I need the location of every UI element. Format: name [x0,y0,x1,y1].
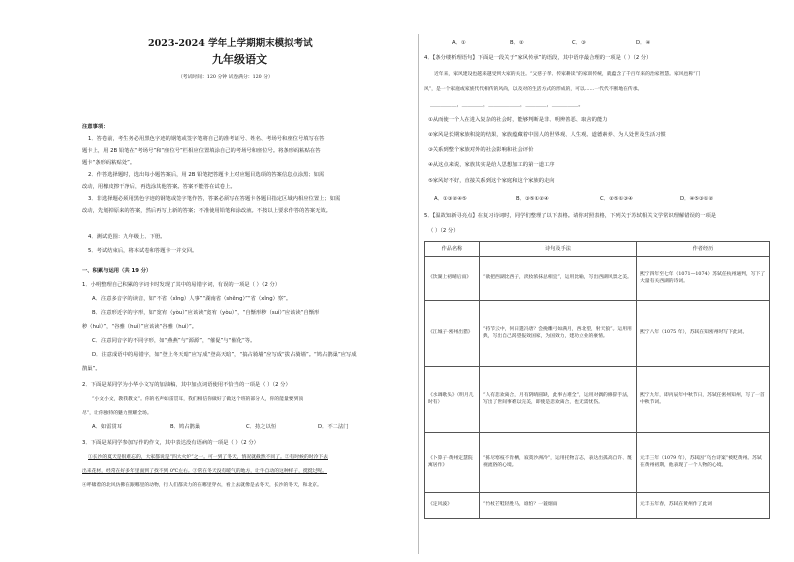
question-2-option-c: C．持之以恒 [246,424,277,430]
table-row [425,493,770,519]
notes-heading: 注意事项： [82,124,109,130]
question-2-option-a: A．如雷贯耳 [92,424,123,430]
table-cell: “拣尽寒枝不肯栖，寂寞沙洲冷”，运用托物言志，表达出孤高自许、蔑视流俗的心境。 [480,433,637,493]
table-cell: 《水调歌头》（明月几时有） [425,367,480,433]
question-1-option-b-cont: 秽（huì）”，“谷雅（huì）”应该读“谷雅（huì）”。 [82,324,198,330]
table-cell: “竹杖芒鞋轻胜马，谁怕？一蓑烟雨 [480,493,637,519]
question-1-option-d-cont: 鹊巢”。 [82,366,101,372]
table-row [425,257,770,301]
question-5-stem: 5．【温故知新寻亮点】在复习诗词时，同学们整理了以下表格。请你对照表格，下列关于苏轼相关文学常识理解错误的一项是 [424,213,717,219]
question-4-item: ②家风是长期家族积淀的结果，家族蕴藏着中国人的世界观、人生观、道德素养、为人处世及生活习惯 [428,132,666,138]
question-1-stem: 1．小明整理自己积累的字词卡时发现了其中的易错字词，有误的一项是（ ）（2 分） [82,282,281,288]
exam-info: （考试时间：120 分钟 试卷满分：120 分） [178,75,273,80]
note-line: 1．答卷前，考生务必用黑色字迹的钢笔或签字笔将自己的准考证号、姓名、考场号和座位号填写在答 [88,136,325,142]
question-4-stem: 4．【条分缕析理语句】下面是一段关于“家风传承”的语段，其中语序最合理的一项是（ ）（2 分） [424,55,652,61]
question-4-item: ④从这点来说，家族其实是给人思想加工的第一道工序 [428,162,555,168]
question-4-text-cont: 风”，是一个家庭或家族代代相传的风尚，以及对的生活方式的形成的，可以……一代代不断地在传承。 [424,87,643,92]
exam-title: 2023-2024 学年上学期期末模拟考试 [148,38,313,49]
note-line: 题卡上，用 2B 铅笔在“考场号”和“座位号”栏相应位置填涂自己的考场号和座位号。将条形码粘贴在答 [82,148,321,154]
section-heading: 一、积累与运用（共 19 分） [82,268,152,274]
question-4-blanks: ＿＿＿＿＿，＿＿＿＿，＿＿＿＿＿＿，＿＿＿＿，＿＿＿＿＿。 [430,102,584,108]
question-1-option-d: D．注意成语中的易错字，如“登上冬天暗”应写成“登高天暗”，“搞占骑墙”应写成“拔占骑墙”。“鸠占鹊巢”应写成 [92,352,357,358]
question-3-line: 出来花材，经常在好多年里面到了找不到 0℃左右。③常在冬天没有暖气的地方，让牛自动的这种样子，挺挺过呢。 [82,469,327,474]
question-4-option-d: D．④⑤③①② [680,196,714,202]
question-4-text: 近年来，家风建设也越来越受到大家的关注。“父慈子孝、传家耕读”的家训传统，就蕴含了千百年来的治家智慧。家风也称“门 [434,72,701,77]
question-2-text-cont: 尽”，让你独特的魅力照耀全场。 [82,411,152,416]
note-line: 4．测试范围：九年级上、下册。 [88,234,166,240]
question-1-option-c: C．注意同音字的不同字形，如“燕燕”与“源源”，“催促”与“催化”等。 [92,338,256,344]
note-line: 题卡“条形码粘贴处”。 [82,160,136,166]
table-cell: 《定风波》 [425,493,480,519]
note-line: 改动，用橡皮擦干净后，再选涂其他答案。答案不能答在试卷上。 [82,184,236,190]
table-header: 作者经历 [637,242,770,257]
note-line: 改动，先划掉原来的答案，然后再写上新的答案；不准使用铅笔和涂改液。不按以上要求作答的答案无效。 [82,208,331,214]
option-a: A．① [452,40,466,46]
question-3-line: ①长沙的夏天是很难忘的，大家都说是“四大火炉”之一。可一到了冬天，情况就截然不同了。②有时候的时冷下去 [88,455,328,460]
table-cell: “持节云中，何日遣冯唐？会挽雕弓如满月，西北望，射天狼”。运用用典，写出自己渴望报效国家，为国效力，建功立业的豪情。 [480,301,637,367]
question-1-option-b: B．注意形近字的字形，如“宽宥（yòu）”应该读“宽宥（yòu）”，“自惭形秽（suì）”应该读“自惭形 [92,310,320,316]
question-2-stem: 2．下面是某同学为小华小文写的加油稿，其中加点词语使用不恰当的一项是（ ）（2 分） [82,382,291,388]
table-row [425,301,770,367]
poem-table [424,241,770,519]
table-header-row [425,242,770,257]
question-4-item: ③关系到整个家族对外的社会影响和社会评价 [428,147,534,153]
question-3-line: ④呼啸着的北风仿佛在跟哪里的动物，行人们都卖力的在哪里穿衣，看上去就像是去冬天，长沙的冬天，和北京。 [82,483,322,488]
table-row [425,367,770,433]
question-5-stem-cont: （ ）（2 分） [428,228,459,234]
table-cell: “欲把西湖比西子，淡妆浓抹总相宜”，运用比喻，写出西湖风景之美。 [480,257,637,301]
table-cell: 熙宁四年至七年（1071—1074）苏轼任杭州通判，写下了大量有关西湖的诗词。 [637,257,770,301]
question-3-stem: 3．下面是某同学参加写作的作文，其中表达没有语病的一项是（ ）（2 分） [82,440,259,446]
subject-title: 九年级语文 [212,53,267,66]
column-divider [418,34,419,554]
question-4-option-b: B．③⑤①②④ [516,196,549,202]
option-d: D．④ [636,40,651,46]
table-cell: 熙宁八年（1075 年），苏轼在知密州时写下此词。 [637,301,770,367]
question-2-option-d: D．不二法门 [318,424,349,430]
table-row [425,433,770,493]
table-cell: 熙宁九年，即丙辰年中秋节日，苏轼任密州知州，写了一首中秋节词。 [637,367,770,433]
question-2-option-b: B．鸠占鹊巢 [170,424,201,430]
question-1-option-a: A．注意多音字的读音，如“不省（xǐng）人事”“湖南省（shěng）”“省（xǐng）察”。 [92,296,292,302]
question-4-option-c: C．②⑤①③④ [600,196,633,202]
question-4-option-a: A．①③②④⑤ [434,196,467,202]
table-cell: 元丰五年春，苏轼在黄州作了此词 [637,493,770,519]
note-line: 5．考试结束后，将本试卷和答题卡一并交回。 [88,248,198,254]
note-line: 3．非选择题必须用黑色字迹的钢笔或签字笔作答，答案必须写在答题卡各题目指定区域内相应位置上；如需 [88,196,341,202]
question-2-text: “小文小文，教我教文”。你的名声如雷贯耳，我们相信你做好了做这个班的部分人，你的能量要到顶 [92,397,304,402]
option-b: B．② [510,40,524,46]
table-cell: 元丰三年（1079 年），苏轼因“乌台诗案”被贬黄州。苏轼在黄州初期，他表现了一个人物的心境。 [637,433,770,493]
table-cell: “人有悲欢离合，月有阴晴圆缺，此事古难全”，运用对偶的修辞手法，写出了世间事难以完美，即使是悲欢离合，也无需忧伤。 [480,367,637,433]
table-header: 作品名称 [425,242,480,257]
table-cell: 《江城子·密州出猎》 [425,301,480,367]
table-header: 诗句及手法 [480,242,637,257]
question-4-item: ⑤家风好不好，直接关系到这个家庭和这个家族的走向 [428,178,555,184]
note-line: 2．作答选择题时，选出每小题答案后，用 2B 铅笔把答题卡上对应题目选项的答案信息点涂黑；如需 [88,172,325,178]
table-cell: 《饮湖上初晴后雨》 [425,257,480,301]
table-cell: 《卜算子·黄州定慧院寓居作》 [425,433,480,493]
option-c: C．③ [572,40,586,46]
question-4-item: ①从而使一个人在进入复杂的社会时，能够判断是非、明辨善恶、取舍的能力 [428,117,608,123]
